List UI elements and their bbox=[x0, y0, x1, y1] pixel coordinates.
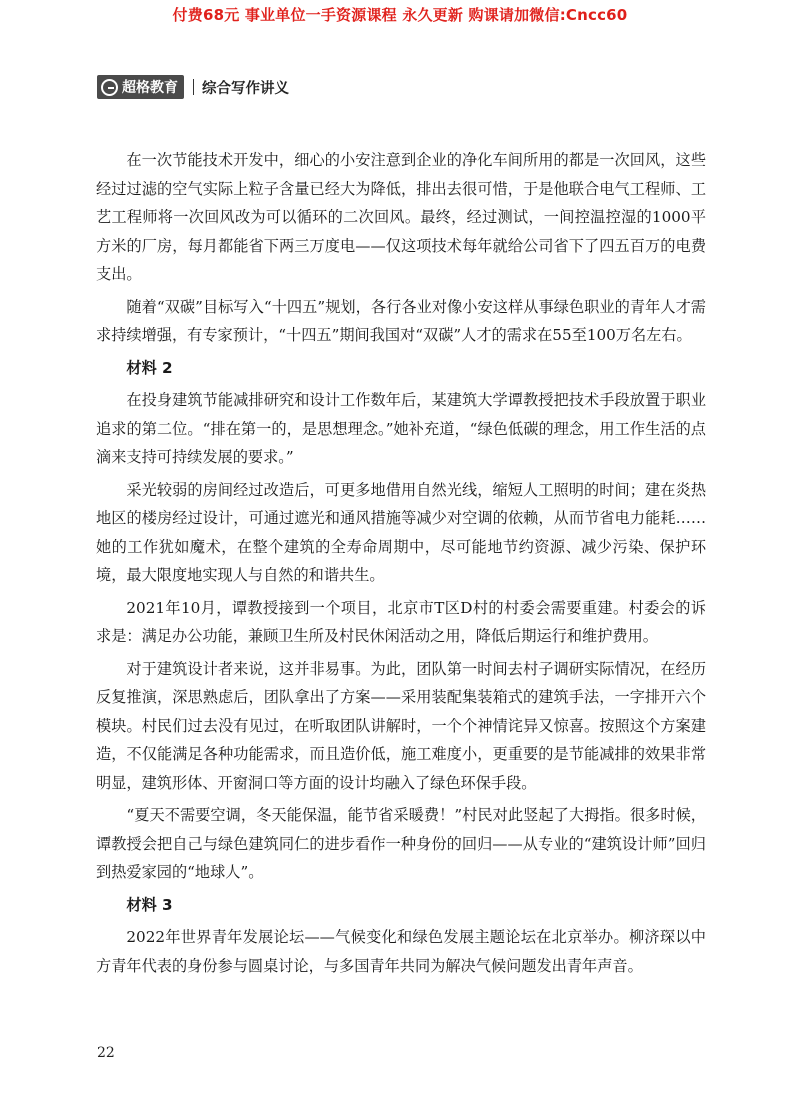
material-heading: 材料 3 bbox=[126, 895, 173, 914]
paragraph: 对于建筑设计者来说，这并非易事。为此，团队第一时间去村子调研实际情况，在经历反复推演，深思熟虑后，团队拿出了方案——采用装配集装箱式的建筑手法，一字排开六个模块。村民们过去没有见过，在听取团队讲解时，一个个神情诧异又惊喜。按照这个方案建造，不仅能满足各种功能需求，而且造价低，施工难度小，更重要的是节能减排的效果非常明显，建筑形体、开窗洞口等方面的设计均融入了绿色环保手段。 bbox=[96, 659, 706, 792]
paragraph: 在一次节能技术开发中，细心的小安注意到企业的净化车间所用的都是一次回风，这些经过过滤的空气实际上粒子含量已经大为降低，排出去很可惜，于是他联合电气工程师、工艺工程师将一次回风改为可以循环的二次回风。最终，经过测试，一间控温控湿的1000平方米的厂房，每月都能省下两三万度电——仅这项技术每年就给公司省下了四五百万的电费支出。 bbox=[96, 151, 706, 283]
material-heading: 材料 2 bbox=[126, 358, 173, 377]
header-divider bbox=[193, 79, 194, 95]
paragraph: “夏天不需要空调，冬天能保温，能节省采暖费！”村民对此竖起了大拇指。很多时候，谭教授会把自己与绿色建筑同仁的进步看作一种身份的回归——从专业的“建筑设计师”回归到热爱家园的“地球人”。 bbox=[96, 806, 706, 881]
paragraph: 采光较弱的房间经过改造后，可更多地借用自然光线，缩短人工照明的时间；建在炎热地区的楼房经过设计，可通过遮光和通风措施等减少对空调的依赖，从而节省电力能耗……她的工作犹如魔术，在整个建筑的全寿命周期中，尽可能地节约资源、减少污染、保护环境，最大限度地实现人与自然的和谐共生。 bbox=[96, 480, 706, 584]
page-number: 22 bbox=[97, 1045, 115, 1061]
paragraph: 随着“双碳”目标写入“十四五”规划，各行各业对像小安这样从事绿色职业的青年人才需求持续增强，有专家预计，“十四五”期间我国对“双碳”人才的需求在55至100万名左右。 bbox=[96, 297, 706, 344]
paragraph: 在投身建筑节能减排研究和设计工作数年后，某建筑大学谭教授把技术手段放置于职业追求的第二位。“排在第一的，是思想理念。”她补充道，“绿色低碳的理念，用工作生活的点滴来支持可持续发展的要求。” bbox=[96, 391, 706, 466]
page-header bbox=[97, 74, 289, 100]
paragraph: 2021年10月，谭教授接到一个项目，北京市T区D村的村委会需要重建。村委会的诉求是：满足办公功能，兼顾卫生所及村民休闲活动之用，降低后期运行和维护费用。 bbox=[96, 598, 706, 645]
logo-text: 超格教育 bbox=[122, 80, 178, 96]
logo-g-icon bbox=[101, 79, 118, 96]
document-body bbox=[96, 146, 706, 984]
header-title: 综合写作讲义 bbox=[202, 80, 289, 97]
paragraph: 2022年世界青年发展论坛——气候变化和绿色发展主题论坛在北京举办。柳济琛以中方青年代表的身份参与圆桌讨论，与多国青年共同为解决气候问题发出青年声音。 bbox=[96, 928, 706, 975]
brand-logo bbox=[97, 75, 184, 99]
promo-banner: 付费68元 事业单位一手资源课程 永久更新 购课请加微信:Cncc60 bbox=[172, 6, 628, 24]
